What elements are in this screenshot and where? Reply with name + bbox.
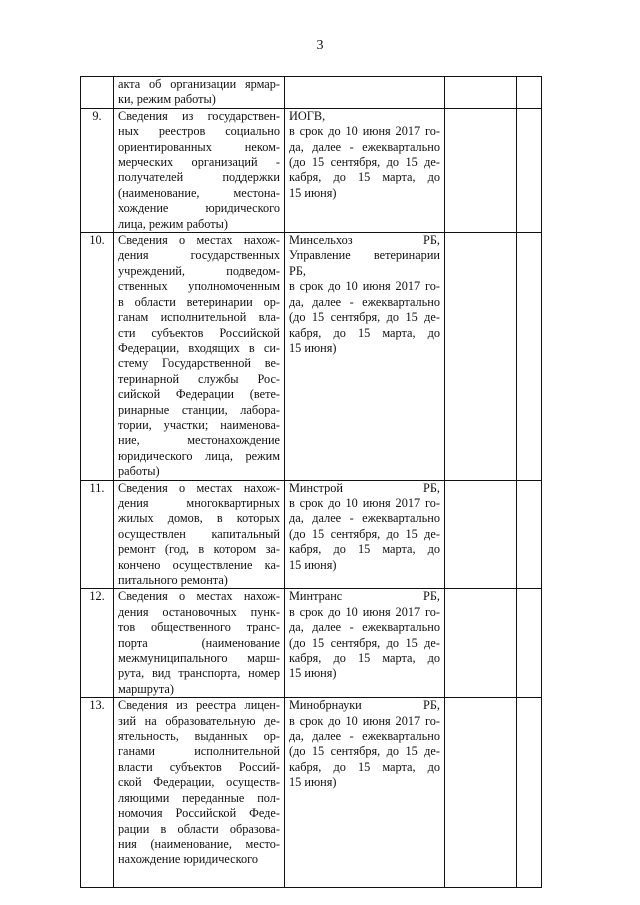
description-line: ки, режим работы)	[118, 92, 216, 107]
responsible-line: кабря, до 15 марта, до	[289, 651, 440, 666]
description-line: жилых домов, в которых	[118, 511, 280, 526]
description-line: ской Федерации, осуществ-	[118, 775, 280, 790]
responsible-line: ИОГВ,	[289, 108, 326, 123]
responsible-line: в срок до 10 июня 2017 го-	[289, 604, 440, 619]
description-line: тории, участки; наименова-	[118, 417, 280, 432]
row-number: 10.	[81, 233, 114, 481]
responsible-line: (до 15 сентября, до 15 де-	[289, 155, 440, 170]
row-number: 11.	[81, 480, 114, 589]
description-line: учреждений, подведом-	[118, 263, 280, 278]
responsible-line: 15 июня)	[289, 185, 337, 200]
description-line: хождение юридического	[118, 201, 280, 216]
description-line: юридического лица, режим	[118, 448, 280, 463]
empty-cell	[517, 77, 542, 109]
description-line: власти субъектов Россий-	[118, 759, 280, 774]
empty-cell	[517, 480, 542, 589]
table-row	[81, 108, 542, 232]
description-line: Сведения о местах нахож-	[118, 589, 280, 604]
description-line: ринарные станции, лабора-	[118, 402, 280, 417]
empty-cell	[517, 108, 542, 232]
description-line: ориентированных неком-	[118, 139, 280, 154]
empty-cell	[445, 698, 517, 888]
responsible-line: в срок до 10 июня 2017 го-	[289, 495, 440, 510]
description-line: осуществлен капитальный	[118, 526, 280, 541]
description-line: ганами исполнительной	[118, 744, 280, 759]
table-row	[81, 233, 542, 481]
description-line: в области ветеринарии ор-	[118, 294, 280, 309]
row-responsible-deadline	[285, 698, 445, 888]
row-responsible-deadline	[285, 108, 445, 232]
description-line: теринарной службы Рос-	[118, 371, 280, 386]
responsible-line: да, далее - ежеквартально	[289, 511, 440, 526]
responsible-line: 15 июня)	[289, 666, 337, 681]
description-line: ляющими переданные пол-	[118, 790, 280, 805]
description-line: (наименование, местона-	[118, 185, 280, 200]
empty-cell	[517, 589, 542, 698]
responsible-line: 15 июня)	[289, 557, 337, 572]
row-description	[114, 698, 285, 888]
row-responsible-deadline	[285, 589, 445, 698]
description-line: дения многоквартирных	[118, 495, 280, 510]
responsible-line: кабря, до 15 марта, до	[289, 325, 440, 340]
empty-cell	[517, 698, 542, 888]
row-number: 13.	[81, 698, 114, 888]
description-line: ния (наименование, место-	[118, 836, 280, 851]
responsible-line: да, далее - ежеквартально	[289, 139, 440, 154]
description-line: ятельность, выданных ор-	[118, 729, 280, 744]
table-row	[81, 698, 542, 888]
description-line: акта об организации ярмар-	[118, 77, 280, 91]
row-responsible-deadline	[285, 480, 445, 589]
responsible-line: да, далее - ежеквартально	[289, 729, 440, 744]
responsible-line: в срок до 10 июня 2017 го-	[289, 713, 440, 728]
description-line: сти субъектов Российской	[118, 325, 280, 340]
description-line: ственных уполномоченным	[118, 279, 280, 294]
table-row	[81, 480, 542, 589]
description-line: питального ремонта)	[118, 573, 228, 587]
description-line: номочия Российской Феде-	[118, 806, 280, 821]
responsible-line: да, далее - ежеквартально	[289, 620, 440, 635]
responsible-line: РБ,	[289, 263, 306, 278]
row-description	[114, 233, 285, 481]
row-number: 9.	[81, 108, 114, 232]
description-line: рации в области образова-	[118, 821, 280, 836]
responsible-line: (до 15 сентября, до 15 де-	[289, 744, 440, 759]
description-line: лица, режим работы)	[118, 216, 229, 231]
responsible-line: кабря, до 15 марта, до	[289, 542, 440, 557]
description-line: ние, местонахождение	[118, 433, 280, 448]
empty-cell	[445, 480, 517, 589]
description-line: сийской Федерации (вете-	[118, 387, 280, 402]
description-line: ганам исполнительной вла-	[118, 310, 280, 325]
responsible-line: 15 июня)	[289, 775, 337, 790]
empty-cell	[445, 589, 517, 698]
description-line: Федерации, входящих в си-	[118, 340, 280, 355]
responsible-line: Управление ветеринарии	[289, 248, 440, 263]
description-line: межмуниципального марш-	[118, 651, 280, 666]
responsible-line: в срок до 10 июня 2017 го-	[289, 124, 440, 139]
responsible-line: (до 15 сентября, до 15 де-	[289, 635, 440, 650]
description-line: тов общественного транс-	[118, 620, 280, 635]
responsible-line: да, далее - ежеквартально	[289, 294, 440, 309]
description-line: дения остановочных пунк-	[118, 604, 280, 619]
empty-cell	[445, 108, 517, 232]
responsible-line: кабря, до 15 марта, до	[289, 759, 440, 774]
row-description	[114, 589, 285, 698]
description-line: ремонт (год, в котором за-	[118, 542, 280, 557]
description-line: кончено осуществление ка-	[118, 557, 280, 572]
row-description	[114, 77, 285, 109]
description-line: Сведения о местах нахож-	[118, 480, 280, 495]
empty-cell	[517, 233, 542, 481]
description-line: Сведения из государствен-	[118, 108, 280, 123]
responsible-line: в срок до 10 июня 2017 го-	[289, 279, 440, 294]
responsible-line: кабря, до 15 марта, до	[289, 170, 440, 185]
responsible-line: Минстрой РБ,	[289, 480, 440, 495]
description-line: дения государственных	[118, 248, 280, 263]
description-line: порта (наименование	[118, 635, 280, 650]
document-table	[80, 76, 542, 888]
empty-cell	[445, 77, 517, 109]
row-number: 12.	[81, 589, 114, 698]
description-line: стему Государственной ве-	[118, 356, 280, 371]
description-line: Сведения о местах нахож-	[118, 233, 280, 248]
responsible-line: Минобрнауки РБ,	[289, 698, 440, 713]
responsible-line: 15 июня)	[289, 340, 337, 355]
row-description	[114, 480, 285, 589]
row-number	[81, 77, 114, 109]
description-line: рута, вид транспорта, номер	[118, 666, 280, 681]
description-line: получателей поддержки	[118, 170, 280, 185]
row-responsible-deadline	[285, 233, 445, 481]
description-line: ных реестров социально	[118, 124, 280, 139]
responsible-line: (до 15 сентября, до 15 де-	[289, 310, 440, 325]
table-row	[81, 77, 542, 109]
table-row	[81, 589, 542, 698]
empty-cell	[445, 233, 517, 481]
description-line: нахождение юридического	[118, 852, 259, 867]
responsible-line: Минсельхоз РБ,	[289, 233, 440, 248]
description-line: мерческих организаций -	[118, 155, 280, 170]
responsible-line: Минтранс РБ,	[289, 589, 440, 604]
description-line: маршрута)	[118, 681, 174, 696]
description-line: зий на образовательную де-	[118, 713, 280, 728]
page-number: 3	[316, 38, 324, 53]
responsible-line: (до 15 сентября, до 15 де-	[289, 526, 440, 541]
description-line: Сведения из реестра лицен-	[118, 698, 280, 713]
description-line: работы)	[118, 464, 160, 479]
row-description	[114, 108, 285, 232]
row-responsible-deadline	[285, 77, 445, 109]
